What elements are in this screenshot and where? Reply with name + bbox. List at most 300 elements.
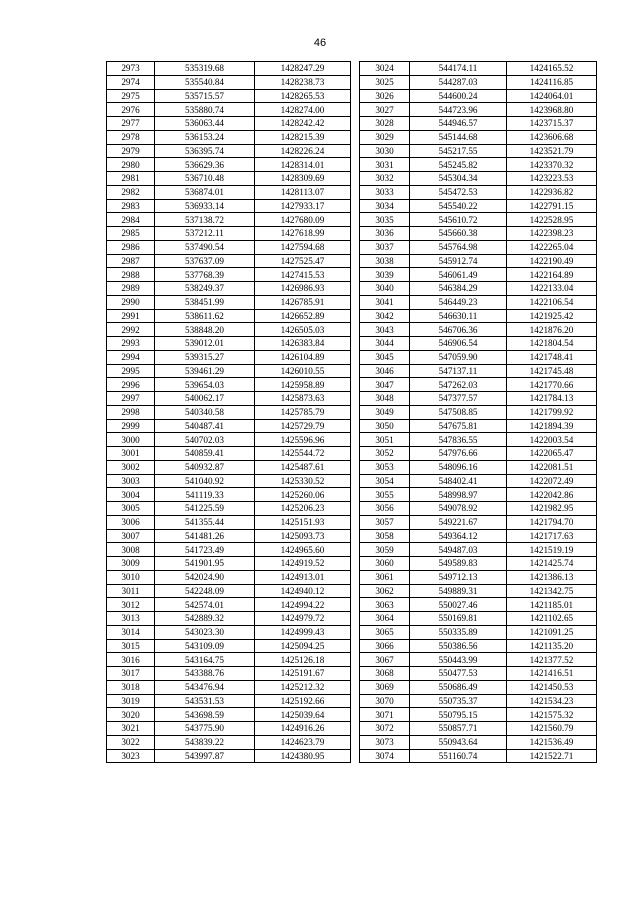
- table-row: [107, 447, 351, 461]
- table-row: [107, 515, 351, 529]
- point-number-cell: 3002: [107, 460, 155, 474]
- x-coordinate-cell: 537490.54: [155, 240, 255, 254]
- y-coordinate-cell: 1423521.79: [507, 144, 597, 158]
- table-row: [107, 694, 351, 708]
- table-row: [107, 625, 351, 639]
- point-number-cell: 3019: [107, 694, 155, 708]
- y-coordinate-cell: 1428238.73: [255, 75, 351, 89]
- point-number-cell: 2991: [107, 309, 155, 323]
- point-number-cell: 3071: [360, 708, 410, 722]
- point-number-cell: 2994: [107, 350, 155, 364]
- y-coordinate-cell: 1421416.51: [507, 667, 597, 681]
- point-number-cell: 2975: [107, 89, 155, 103]
- table-row: [360, 460, 597, 474]
- point-number-cell: 3048: [360, 392, 410, 406]
- y-coordinate-cell: 1425260.06: [255, 488, 351, 502]
- table-row: [107, 185, 351, 199]
- table-row: [107, 392, 351, 406]
- point-number-cell: 2986: [107, 240, 155, 254]
- table-row: [107, 708, 351, 722]
- table-row: [107, 75, 351, 89]
- table-row: [360, 392, 597, 406]
- point-number-cell: 3074: [360, 749, 410, 763]
- y-coordinate-cell: 1424994.22: [255, 598, 351, 612]
- y-coordinate-cell: 1422791.15: [507, 199, 597, 213]
- point-number-cell: 3062: [360, 584, 410, 598]
- point-number-cell: 3024: [360, 62, 410, 76]
- table-row: [107, 295, 351, 309]
- point-number-cell: 2987: [107, 254, 155, 268]
- page-number: 46: [313, 37, 327, 49]
- y-coordinate-cell: 1421185.01: [507, 598, 597, 612]
- y-coordinate-cell: 1421770.66: [507, 378, 597, 392]
- table-row: [360, 103, 597, 117]
- x-coordinate-cell: 545472.53: [410, 185, 507, 199]
- point-number-cell: 3052: [360, 447, 410, 461]
- table-row: [360, 515, 597, 529]
- table-row: [107, 529, 351, 543]
- y-coordinate-cell: 1422398.23: [507, 227, 597, 241]
- x-coordinate-cell: 545912.74: [410, 254, 507, 268]
- table-row: [360, 240, 597, 254]
- y-coordinate-cell: 1421982.95: [507, 502, 597, 516]
- point-number-cell: 3037: [360, 240, 410, 254]
- table-row: [107, 254, 351, 268]
- y-coordinate-cell: 1422265.04: [507, 240, 597, 254]
- x-coordinate-cell: 540702.03: [155, 433, 255, 447]
- table-row: [360, 488, 597, 502]
- x-coordinate-cell: 539654.03: [155, 378, 255, 392]
- table-row: [360, 433, 597, 447]
- table-row: [107, 667, 351, 681]
- table-row: [360, 337, 597, 351]
- point-number-cell: 3059: [360, 543, 410, 557]
- x-coordinate-cell: 550386.56: [410, 639, 507, 653]
- y-coordinate-cell: 1423223.53: [507, 172, 597, 186]
- x-coordinate-cell: 543388.76: [155, 667, 255, 681]
- y-coordinate-cell: 1422528.95: [507, 213, 597, 227]
- point-number-cell: 3023: [107, 749, 155, 763]
- x-coordinate-cell: 550027.46: [410, 598, 507, 612]
- y-coordinate-cell: 1425596.96: [255, 433, 351, 447]
- table-row: [360, 667, 597, 681]
- table-row: [360, 254, 597, 268]
- table-row: [107, 227, 351, 241]
- point-number-cell: 3051: [360, 433, 410, 447]
- point-number-cell: 3004: [107, 488, 155, 502]
- x-coordinate-cell: 544946.57: [410, 117, 507, 131]
- point-number-cell: 2979: [107, 144, 155, 158]
- point-number-cell: 3047: [360, 378, 410, 392]
- point-number-cell: 2992: [107, 323, 155, 337]
- x-coordinate-cell: 535319.68: [155, 62, 255, 76]
- point-number-cell: 2985: [107, 227, 155, 241]
- point-number-cell: 2990: [107, 295, 155, 309]
- y-coordinate-cell: 1428242.42: [255, 117, 351, 131]
- y-coordinate-cell: 1428113.07: [255, 185, 351, 199]
- x-coordinate-cell: 541040.92: [155, 474, 255, 488]
- point-number-cell: 3027: [360, 103, 410, 117]
- x-coordinate-cell: 540340.58: [155, 405, 255, 419]
- point-number-cell: 3001: [107, 447, 155, 461]
- y-coordinate-cell: 1424380.95: [255, 749, 351, 763]
- table-row: [360, 378, 597, 392]
- point-number-cell: 3011: [107, 584, 155, 598]
- y-coordinate-cell: 1421377.52: [507, 653, 597, 667]
- x-coordinate-cell: 538249.37: [155, 282, 255, 296]
- x-coordinate-cell: 547836.55: [410, 433, 507, 447]
- x-coordinate-cell: 541225.59: [155, 502, 255, 516]
- y-coordinate-cell: 1424979.72: [255, 612, 351, 626]
- table-row: [107, 130, 351, 144]
- table-row: [360, 598, 597, 612]
- point-number-cell: 3063: [360, 598, 410, 612]
- y-coordinate-cell: 1424965.60: [255, 543, 351, 557]
- point-number-cell: 3058: [360, 529, 410, 543]
- x-coordinate-cell: 549889.31: [410, 584, 507, 598]
- y-coordinate-cell: 1425206.23: [255, 502, 351, 516]
- table-row: [107, 378, 351, 392]
- table-row: [360, 185, 597, 199]
- x-coordinate-cell: 549078.92: [410, 502, 507, 516]
- x-coordinate-cell: 541723.49: [155, 543, 255, 557]
- table-row: [107, 144, 351, 158]
- point-number-cell: 3065: [360, 625, 410, 639]
- table-row: [107, 502, 351, 516]
- x-coordinate-cell: 545660.38: [410, 227, 507, 241]
- point-number-cell: 3033: [360, 185, 410, 199]
- table-row: [360, 653, 597, 667]
- x-coordinate-cell: 541355.44: [155, 515, 255, 529]
- table-row: [360, 708, 597, 722]
- y-coordinate-cell: 1422936.82: [507, 185, 597, 199]
- point-number-cell: 3032: [360, 172, 410, 186]
- point-number-cell: 3012: [107, 598, 155, 612]
- point-number-cell: 3000: [107, 433, 155, 447]
- point-number-cell: 3070: [360, 694, 410, 708]
- y-coordinate-cell: 1425212.32: [255, 680, 351, 694]
- x-coordinate-cell: 546449.23: [410, 295, 507, 309]
- point-number-cell: 3026: [360, 89, 410, 103]
- x-coordinate-cell: 539012.01: [155, 337, 255, 351]
- table-row: [107, 570, 351, 584]
- table-row: [107, 364, 351, 378]
- table-row: [360, 89, 597, 103]
- table-row: [360, 612, 597, 626]
- x-coordinate-cell: 545304.34: [410, 172, 507, 186]
- point-number-cell: 3066: [360, 639, 410, 653]
- point-number-cell: 3005: [107, 502, 155, 516]
- y-coordinate-cell: 1422133.04: [507, 282, 597, 296]
- y-coordinate-cell: 1426104.89: [255, 350, 351, 364]
- table-row: [107, 199, 351, 213]
- x-coordinate-cell: 543164.75: [155, 653, 255, 667]
- table-row: [107, 488, 351, 502]
- point-number-cell: 3064: [360, 612, 410, 626]
- table-row: [107, 103, 351, 117]
- y-coordinate-cell: 1426505.03: [255, 323, 351, 337]
- x-coordinate-cell: 550686.49: [410, 680, 507, 694]
- y-coordinate-cell: 1426986.93: [255, 282, 351, 296]
- x-coordinate-cell: 545610.72: [410, 213, 507, 227]
- coordinates-table-left: [106, 61, 351, 763]
- table-row: [360, 570, 597, 584]
- x-coordinate-cell: 550443.99: [410, 653, 507, 667]
- table-row: [107, 172, 351, 186]
- table-row: [107, 653, 351, 667]
- y-coordinate-cell: 1428247.29: [255, 62, 351, 76]
- x-coordinate-cell: 542574.01: [155, 598, 255, 612]
- point-number-cell: 3007: [107, 529, 155, 543]
- x-coordinate-cell: 547262.03: [410, 378, 507, 392]
- point-number-cell: 2981: [107, 172, 155, 186]
- x-coordinate-cell: 545245.82: [410, 158, 507, 172]
- point-number-cell: 2988: [107, 268, 155, 282]
- x-coordinate-cell: 539461.29: [155, 364, 255, 378]
- point-number-cell: 3003: [107, 474, 155, 488]
- x-coordinate-cell: 536933.14: [155, 199, 255, 213]
- y-coordinate-cell: 1421717.63: [507, 529, 597, 543]
- table-row: [360, 694, 597, 708]
- y-coordinate-cell: 1423715.37: [507, 117, 597, 131]
- point-number-cell: 3028: [360, 117, 410, 131]
- table-row: [107, 89, 351, 103]
- y-coordinate-cell: 1421091.25: [507, 625, 597, 639]
- table-row: [107, 213, 351, 227]
- table-row: [107, 460, 351, 474]
- y-coordinate-cell: 1421102.65: [507, 612, 597, 626]
- y-coordinate-cell: 1422065.47: [507, 447, 597, 461]
- x-coordinate-cell: 547137.11: [410, 364, 507, 378]
- table-row: [107, 323, 351, 337]
- x-coordinate-cell: 543698.59: [155, 708, 255, 722]
- table-row: [107, 62, 351, 76]
- table-row: [107, 240, 351, 254]
- point-number-cell: 3061: [360, 570, 410, 584]
- point-number-cell: 3045: [360, 350, 410, 364]
- table-row: [360, 199, 597, 213]
- x-coordinate-cell: 543109.09: [155, 639, 255, 653]
- y-coordinate-cell: 1421342.75: [507, 584, 597, 598]
- x-coordinate-cell: 545144.68: [410, 130, 507, 144]
- x-coordinate-cell: 541481.26: [155, 529, 255, 543]
- x-coordinate-cell: 549487.03: [410, 543, 507, 557]
- x-coordinate-cell: 536153.24: [155, 130, 255, 144]
- y-coordinate-cell: 1426652.89: [255, 309, 351, 323]
- x-coordinate-cell: 536629.36: [155, 158, 255, 172]
- point-number-cell: 3010: [107, 570, 155, 584]
- x-coordinate-cell: 540062.17: [155, 392, 255, 406]
- table-row: [360, 268, 597, 282]
- point-number-cell: 3025: [360, 75, 410, 89]
- x-coordinate-cell: 547675.81: [410, 419, 507, 433]
- point-number-cell: 3031: [360, 158, 410, 172]
- y-coordinate-cell: 1421522.71: [507, 749, 597, 763]
- table-row: [107, 282, 351, 296]
- x-coordinate-cell: 537212.11: [155, 227, 255, 241]
- table-row: [360, 323, 597, 337]
- point-number-cell: 3016: [107, 653, 155, 667]
- y-coordinate-cell: 1426010.55: [255, 364, 351, 378]
- x-coordinate-cell: 544723.96: [410, 103, 507, 117]
- table-row: [360, 584, 597, 598]
- table-row: [107, 584, 351, 598]
- x-coordinate-cell: 545540.22: [410, 199, 507, 213]
- y-coordinate-cell: 1425039.64: [255, 708, 351, 722]
- x-coordinate-cell: 542889.32: [155, 612, 255, 626]
- table-row: [360, 227, 597, 241]
- x-coordinate-cell: 543997.87: [155, 749, 255, 763]
- x-coordinate-cell: 541901.95: [155, 557, 255, 571]
- x-coordinate-cell: 535880.74: [155, 103, 255, 117]
- table-row: [107, 598, 351, 612]
- y-coordinate-cell: 1424165.52: [507, 62, 597, 76]
- point-number-cell: 3044: [360, 337, 410, 351]
- table-row: [107, 419, 351, 433]
- x-coordinate-cell: 538451.99: [155, 295, 255, 309]
- table-row: [360, 543, 597, 557]
- x-coordinate-cell: 549221.67: [410, 515, 507, 529]
- point-number-cell: 2974: [107, 75, 155, 89]
- table-row: [360, 735, 597, 749]
- point-number-cell: 2983: [107, 199, 155, 213]
- table-row: [107, 268, 351, 282]
- table-row: [360, 529, 597, 543]
- x-coordinate-cell: 550857.71: [410, 722, 507, 736]
- y-coordinate-cell: 1425191.67: [255, 667, 351, 681]
- point-number-cell: 2999: [107, 419, 155, 433]
- table-row: [360, 309, 597, 323]
- point-number-cell: 3036: [360, 227, 410, 241]
- point-number-cell: 3018: [107, 680, 155, 694]
- y-coordinate-cell: 1428215.39: [255, 130, 351, 144]
- table-row: [107, 557, 351, 571]
- point-number-cell: 2976: [107, 103, 155, 117]
- x-coordinate-cell: 544174.11: [410, 62, 507, 76]
- y-coordinate-cell: 1422106.54: [507, 295, 597, 309]
- table-row: [107, 350, 351, 364]
- x-coordinate-cell: 541119.33: [155, 488, 255, 502]
- y-coordinate-cell: 1424940.12: [255, 584, 351, 598]
- table-row: [360, 474, 597, 488]
- coordinates-table-right: [359, 61, 597, 763]
- y-coordinate-cell: 1427618.99: [255, 227, 351, 241]
- x-coordinate-cell: 539315.27: [155, 350, 255, 364]
- x-coordinate-cell: 547377.57: [410, 392, 507, 406]
- y-coordinate-cell: 1422081.51: [507, 460, 597, 474]
- point-number-cell: 2978: [107, 130, 155, 144]
- x-coordinate-cell: 547059.90: [410, 350, 507, 364]
- point-number-cell: 2980: [107, 158, 155, 172]
- table-row: [360, 117, 597, 131]
- x-coordinate-cell: 543531.53: [155, 694, 255, 708]
- y-coordinate-cell: 1428314.01: [255, 158, 351, 172]
- y-coordinate-cell: 1425873.63: [255, 392, 351, 406]
- y-coordinate-cell: 1421784.13: [507, 392, 597, 406]
- x-coordinate-cell: 548096.16: [410, 460, 507, 474]
- y-coordinate-cell: 1422164.89: [507, 268, 597, 282]
- y-coordinate-cell: 1421894.39: [507, 419, 597, 433]
- point-number-cell: 3006: [107, 515, 155, 529]
- y-coordinate-cell: 1424116.85: [507, 75, 597, 89]
- x-coordinate-cell: 550335.89: [410, 625, 507, 639]
- point-number-cell: 3021: [107, 722, 155, 736]
- y-coordinate-cell: 1427525.47: [255, 254, 351, 268]
- x-coordinate-cell: 543476.94: [155, 680, 255, 694]
- point-number-cell: 3069: [360, 680, 410, 694]
- point-number-cell: 3039: [360, 268, 410, 282]
- x-coordinate-cell: 540932.87: [155, 460, 255, 474]
- point-number-cell: 3056: [360, 502, 410, 516]
- table-row: [107, 612, 351, 626]
- point-number-cell: 3041: [360, 295, 410, 309]
- x-coordinate-cell: 546906.54: [410, 337, 507, 351]
- x-coordinate-cell: 551160.74: [410, 749, 507, 763]
- point-number-cell: 3015: [107, 639, 155, 653]
- x-coordinate-cell: 537138.72: [155, 213, 255, 227]
- x-coordinate-cell: 542024.90: [155, 570, 255, 584]
- y-coordinate-cell: 1421135.20: [507, 639, 597, 653]
- table-row: [360, 680, 597, 694]
- y-coordinate-cell: 1425544.72: [255, 447, 351, 461]
- table-row: [360, 62, 597, 76]
- x-coordinate-cell: 537637.09: [155, 254, 255, 268]
- x-coordinate-cell: 538848.20: [155, 323, 255, 337]
- x-coordinate-cell: 536063.44: [155, 117, 255, 131]
- y-coordinate-cell: 1422072.49: [507, 474, 597, 488]
- y-coordinate-cell: 1425094.25: [255, 639, 351, 653]
- y-coordinate-cell: 1424999.43: [255, 625, 351, 639]
- y-coordinate-cell: 1424913.01: [255, 570, 351, 584]
- x-coordinate-cell: 535540.84: [155, 75, 255, 89]
- y-coordinate-cell: 1421876.20: [507, 323, 597, 337]
- y-coordinate-cell: 1421925.42: [507, 309, 597, 323]
- point-number-cell: 3035: [360, 213, 410, 227]
- y-coordinate-cell: 1424623.79: [255, 735, 351, 749]
- point-number-cell: 3055: [360, 488, 410, 502]
- point-number-cell: 3043: [360, 323, 410, 337]
- y-coordinate-cell: 1427594.68: [255, 240, 351, 254]
- y-coordinate-cell: 1428274.00: [255, 103, 351, 117]
- table-row: [360, 447, 597, 461]
- y-coordinate-cell: 1421534.23: [507, 694, 597, 708]
- point-number-cell: 3038: [360, 254, 410, 268]
- x-coordinate-cell: 547976.66: [410, 447, 507, 461]
- table-row: [107, 405, 351, 419]
- table-row: [360, 405, 597, 419]
- y-coordinate-cell: 1421799.92: [507, 405, 597, 419]
- point-number-cell: 3017: [107, 667, 155, 681]
- x-coordinate-cell: 546384.29: [410, 282, 507, 296]
- table-row: [360, 722, 597, 736]
- table-row: [107, 680, 351, 694]
- point-number-cell: 3030: [360, 144, 410, 158]
- x-coordinate-cell: 536395.74: [155, 144, 255, 158]
- y-coordinate-cell: 1425093.73: [255, 529, 351, 543]
- x-coordinate-cell: 540859.41: [155, 447, 255, 461]
- y-coordinate-cell: 1423370.32: [507, 158, 597, 172]
- point-number-cell: 3009: [107, 557, 155, 571]
- point-number-cell: 3013: [107, 612, 155, 626]
- table-row: [360, 158, 597, 172]
- y-coordinate-cell: 1421748.41: [507, 350, 597, 364]
- point-number-cell: 3067: [360, 653, 410, 667]
- point-number-cell: 3029: [360, 130, 410, 144]
- y-coordinate-cell: 1426383.84: [255, 337, 351, 351]
- y-coordinate-cell: 1426785.91: [255, 295, 351, 309]
- x-coordinate-cell: 546061.49: [410, 268, 507, 282]
- y-coordinate-cell: 1427933.17: [255, 199, 351, 213]
